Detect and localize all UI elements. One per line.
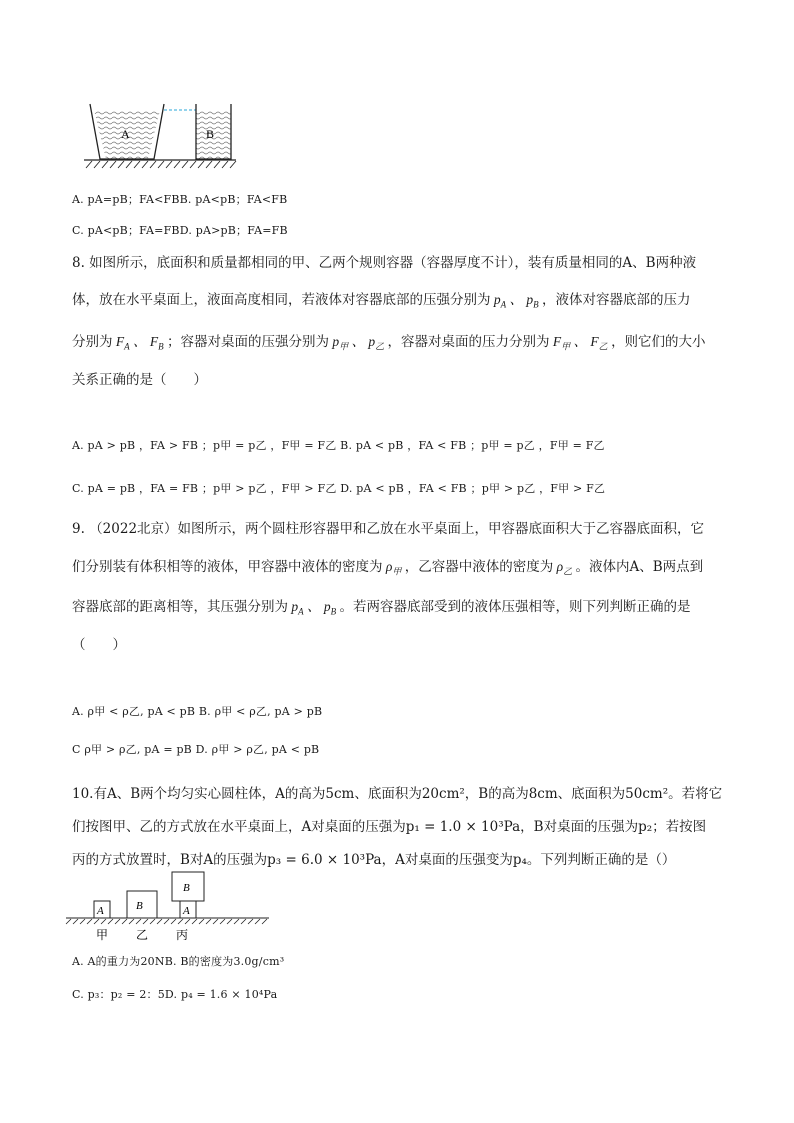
svg-text:B: B xyxy=(183,882,190,894)
caption-yi: 乙 xyxy=(136,928,149,942)
q7-figure xyxy=(72,100,242,172)
q9-options-ab: A. ρ甲 < ρ乙, pA < pB B. ρ甲 < ρ乙, pA > pB xyxy=(72,705,323,718)
q10-line2: 们按图甲、乙的方式放在水平桌面上，A对桌面的压强为p₁ = 1.0 × 10³Pa，B对桌面的压强为p₂；若按图 xyxy=(72,819,707,835)
svg-text:A: A xyxy=(97,905,104,917)
svg-text:A: A xyxy=(183,905,190,917)
q10-options-cd: C. p₃：p₂ = 2：5D. p₄ = 1.6 × 10⁴Pa xyxy=(72,988,278,1001)
q7-options-ab: A. pA=pB；FA<FBB. pA<pB；FA<FB xyxy=(72,193,288,206)
ground-hatch xyxy=(86,161,236,168)
q8-line2: 体，放在水平桌面上，液面高度相同，若液体对容器底部的压强分别为 $p_A$ 、 $p_B$ ，液体对容器底部的压力 xyxy=(72,292,691,310)
q10-figure xyxy=(64,866,274,946)
q9-line2: 们分别装有体积相等的液体，甲容器中液体的密度为 $\rho_甲$ ，乙容器中液体的密度为 $\rho_乙$ 。液体内A、B两点到 xyxy=(72,559,704,577)
q8-options-ab: A. pA > pB ，FA > FB ；p甲 = p乙 ，F甲 = F乙 B. pA < pB ，FA < FB ；p甲 = p乙 ，F甲 = F乙 xyxy=(72,439,605,452)
q8-line1: 8. 如图所示，底面积和质量都相同的甲、乙两个规则容器（容器厚度不计），装有质量相同的A、B两种液 xyxy=(72,255,697,271)
svg-text:B: B xyxy=(136,900,143,912)
q8-line3: 分别为 $F_A$ 、 $F_B$ ；容器对桌面的压强分别为 $p_甲$ 、 $p_乙$ ，容器对桌面的压力分别为 $F_甲$ 、 $F_乙$ ，则它们的大小 xyxy=(72,334,706,352)
q9-line4: （ ） xyxy=(72,637,126,653)
caption-bing: 丙 xyxy=(176,928,189,942)
q7-options-cd: C. pA<pB；FA=FBD. pA>pB；FA=FB xyxy=(72,224,288,237)
q8-options-cd: C. pA = pB ，FA = FB ；p甲 > p乙 ，F甲 > F乙 D. pA < pB ，FA < FB ；p甲 > p乙 ，F甲 > F乙 xyxy=(72,482,606,495)
caption-jia: 甲 xyxy=(96,928,109,942)
container-b-label: B xyxy=(206,127,215,141)
q9-options-cd: C ρ甲 > ρ乙, pA = pB D. ρ甲 > ρ乙, pA < pB xyxy=(72,743,320,756)
q9-line1: 9. （2022北京）如图所示，两个圆柱形容器甲和乙放在水平桌面上，甲容器底面积大于乙容器底面积，它 xyxy=(72,521,705,537)
q10-options-ab: A. A的重力为20NB. B的密度为3.0g/cm³ xyxy=(72,955,285,968)
q10-line3: 丙的方式放置时，B对A的压强为p₃ = 6.0 × 10³Pa，A对桌面的压强变为p₄。下列判断正确的是（） xyxy=(72,852,676,868)
q8-line4: 关系正确的是（ ） xyxy=(72,372,207,388)
container-a-label: A xyxy=(121,127,130,141)
q9-line3: 容器底部的距离相等，其压强分别为 $p_A$ 、 $p_B$ 。若两容器底部受到的液体压强相等，则下列判断正确的是 xyxy=(72,599,691,617)
ground-hatch xyxy=(66,919,267,924)
q10-line1: 10.有A、B两个均匀实心圆柱体，A的高为5cm、底面积为20cm²，B的高为8cm、底面积为50cm²。若将它 xyxy=(72,786,723,802)
